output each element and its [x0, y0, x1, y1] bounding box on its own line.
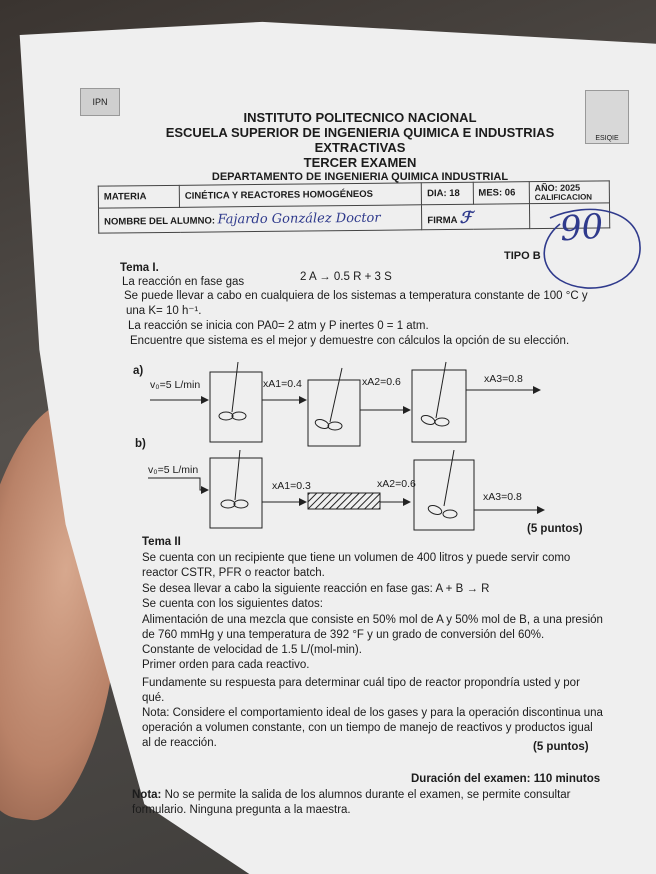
grade-value: 90 [558, 206, 605, 250]
tema1-line3: una K= 10 h⁻¹. [126, 305, 202, 317]
tema2-p2: reactor CSTR, PFR o reactor batch. [142, 567, 325, 579]
tema2-p4: Se cuenta con los siguientes datos: [142, 598, 323, 610]
tema2-p12: operación a volumen constante, con un tiempo de manejo de reactivos y productos igual [142, 722, 593, 734]
alumno-row: NOMBRE DEL ALUMNO: Fajardo González Doctor [98, 205, 421, 233]
tema2-p3: Se desea llevar a cabo la siguiente reacción en fase gas: A + B → R [142, 583, 490, 595]
tema2-p8: Primer orden para cada reactivo. [142, 659, 310, 671]
tema1-line5: Encuentre que sistema es el mejor y demuestre con cálculos la opción de su elección. [130, 335, 570, 347]
exam-duration: Duración del examen: 110 minutos [411, 773, 601, 785]
b-x2: xA2=0.6 [377, 478, 416, 490]
tema2-p13: al de reacción. [142, 737, 217, 749]
dia: DIA: 18 [421, 182, 473, 205]
school-name-2: EXTRACTIVAS [314, 140, 406, 155]
esiqie-logo: ESIQIE [585, 90, 629, 144]
tema1-points: (5 puntos) [527, 523, 583, 535]
department: DEPARTAMENTO DE INGENIERIA QUIMICA INDUSTRIAL [211, 171, 509, 183]
reaction: 2 A → 0.5 R + 3 S [300, 271, 392, 283]
b-flow: v₀=5 L/min [148, 464, 199, 476]
tema2-p11: Nota: Considere el comportamiento ideal de los gases y para la operación discontinua una [142, 707, 603, 719]
b-x3: xA3=0.8 [483, 491, 522, 503]
tipo: TIPO B [504, 250, 541, 262]
diagram-a [140, 360, 560, 450]
diagram-b [140, 450, 560, 540]
materia-value: CINÉTICA Y REACTORES HOMOGÉNEOS [179, 183, 421, 208]
footer-note-1: Nota: No se permite la salida de los alumnos durante el examen, se permite consultar [132, 789, 571, 801]
tema2-p1: Se cuenta con un recipiente que tiene un volumen de 400 litros y puede servir como [142, 552, 571, 564]
school-name-1: ESCUELA SUPERIOR DE INGENIERIA QUIMICA E INDUSTRIAS [165, 125, 555, 140]
firma-cell: FIRMA ℱ [422, 204, 530, 230]
tema2-p6: de 760 mmHg y una temperatura de 392 °F y un grado de conversión del 60%. [142, 629, 545, 641]
tema2-p7: Constante de velocidad de 1.5 L/(mol-min). [142, 644, 362, 656]
institute-name: INSTITUTO POLITECNICO NACIONAL [243, 110, 477, 125]
tema1-title: Tema I. [120, 262, 159, 274]
option-a-label: a) [133, 365, 144, 377]
a-x1: xA1=0.4 [263, 378, 302, 390]
footer-note-2: formulario. Ninguna pregunta a la maestra. [132, 804, 351, 816]
a-x3: xA3=0.8 [484, 373, 523, 385]
a-x2: xA2=0.6 [362, 376, 401, 388]
materia-label: MATERIA [98, 185, 179, 208]
anio: AÑO: 2025 CALIFICACION [529, 181, 609, 204]
a-flow: v₀=5 L/min [150, 379, 201, 391]
ipn-logo: IPN [80, 88, 120, 116]
tema1-line4: La reacción se inicia con PA0= 2 atm y P inertes 0 = 1 atm. [128, 320, 429, 332]
mes: MES: 06 [473, 182, 530, 205]
grade-circle [530, 200, 650, 300]
tema2-title: Tema II [142, 536, 181, 548]
tema1-line2: Se puede llevar a cabo en cualquiera de los sistemas a temperatura constante de 100 °C y [124, 290, 588, 302]
student-name: Fajardo González Doctor [217, 210, 381, 227]
signature: ℱ [459, 207, 473, 227]
exam-title: TERCER EXAMEN [303, 155, 417, 170]
option-b-label: b) [135, 438, 146, 450]
b-x1: xA1=0.3 [272, 480, 311, 492]
tema2-p10: qué. [142, 692, 165, 704]
tema2-p5: Alimentación de una mezcla que consiste en 50% mol de A y 50% mol de B, a una presión [142, 614, 603, 626]
tema2-p9: Fundamente su respuesta para determinar cuál tipo de reactor propondría usted y por [142, 677, 580, 689]
tema2-points: (5 puntos) [533, 741, 589, 753]
tema1-line1: La reacción en fase gas [122, 276, 245, 288]
